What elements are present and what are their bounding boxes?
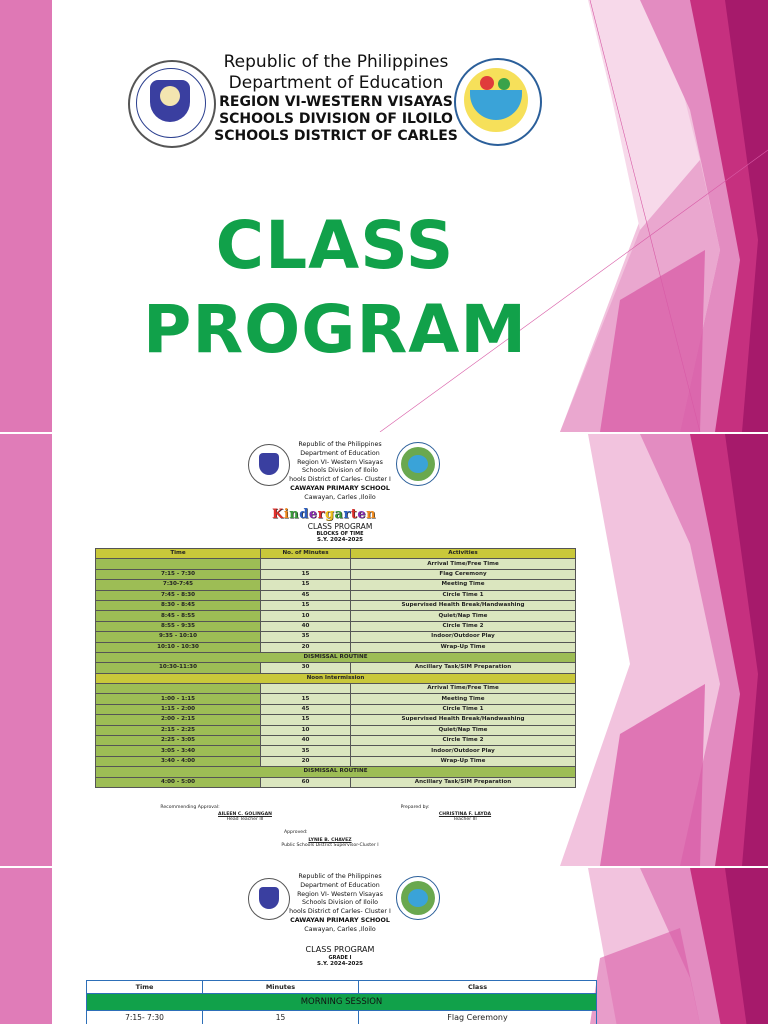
table-cell-activity: Indoor/Outdoor Play [351, 632, 576, 642]
program-title-block [284, 945, 396, 968]
table-cell-time: 1:15 - 2:00 [96, 704, 261, 714]
approved-block [270, 830, 390, 848]
table-cell-minutes: 45 [261, 704, 351, 714]
table-row [96, 673, 576, 683]
table-cell-activity: Meeting Time [351, 694, 576, 704]
slide-kindergarten-program [0, 434, 768, 866]
table-cell-time: 7:45 - 8:30 [96, 590, 261, 600]
table-cell-time: 4:00 - 5:00 [96, 777, 261, 787]
table-cell-class: Flag Ceremony [359, 1011, 597, 1024]
signatory-title: Public Schools District Supervisor-Cluster I [281, 843, 379, 848]
table-row [96, 704, 576, 714]
table-cell-minutes: 60 [261, 777, 351, 787]
grade-one-schedule-table [86, 980, 597, 1024]
column-header: Minutes [203, 981, 359, 994]
header-line: Republic of the Philippines [223, 52, 449, 72]
table-cell-minutes: 15 [261, 580, 351, 590]
table-cell-minutes: 20 [261, 756, 351, 766]
blocks-label: BLOCKS OF TIME [316, 531, 364, 537]
table-row [96, 652, 576, 662]
table-cell-time: 3:40 - 4:00 [96, 756, 261, 766]
title-line: CLASS [215, 207, 455, 284]
table-cell-activity: Supervised Health Break/Handwashing [351, 715, 576, 725]
table-cell-activity: Arrival Time/Free Time [351, 684, 576, 694]
table-row [96, 767, 576, 777]
header-line: Schools Division of Iloilo [301, 467, 379, 475]
table-cell-time: 10:30-11:30 [96, 663, 261, 673]
table-cell-time: 7:15 - 7:30 [96, 569, 261, 579]
table-cell-time: 10:10 - 10:30 [96, 642, 261, 652]
table-cell-activity: Quiet/Nap Time [351, 611, 576, 621]
header-line: Department of Education [300, 881, 380, 889]
signature-label: Prepared by: [400, 805, 430, 810]
dismissal-row-label: DISMISSAL ROUTINE [96, 652, 576, 662]
table-cell-minutes: 20 [261, 642, 351, 652]
school-seal-icon [396, 876, 440, 920]
table-row [96, 694, 576, 704]
table-cell-activity: Circle Time 1 [351, 590, 576, 600]
signatory-name: AILEEN C. GOLINGAN [218, 812, 272, 817]
recommending-approval-block [150, 805, 230, 810]
table-cell-activity: Circle Time 1 [351, 704, 576, 714]
page-title [110, 204, 560, 372]
table-row [96, 642, 576, 652]
prepared-signatory [420, 812, 510, 822]
table-row [96, 580, 576, 590]
wordart-letter: n [366, 507, 377, 522]
table-cell-minutes: 30 [261, 663, 351, 673]
header-line: Region VI- Western Visayas [297, 890, 383, 898]
table-cell-minutes: 35 [261, 632, 351, 642]
wordart-letter: t [350, 507, 358, 522]
table-cell-activity: Circle Time 2 [351, 621, 576, 631]
table-cell-activity: Quiet/Nap Time [351, 725, 576, 735]
table-cell-activity: Wrap-Up Time [351, 756, 576, 766]
kindergarten-schedule-table [95, 548, 576, 788]
table-row [96, 590, 576, 600]
table-cell-minutes [261, 684, 351, 694]
table-cell-minutes: 15 [261, 694, 351, 704]
schedule-rows [96, 559, 576, 788]
header-line: Cawayan, Carles ,Iloilo [304, 925, 376, 933]
table-cell-time: 8:45 - 8:55 [96, 611, 261, 621]
table-cell-activity: Supervised Health Break/Handwashing [351, 600, 576, 610]
table-cell-minutes: 15 [261, 600, 351, 610]
table-cell-minutes [261, 559, 351, 569]
signature-label: Approved: [284, 830, 308, 835]
header-line: Schools Division of Iloilo [301, 899, 379, 907]
wordart-letter: g [324, 507, 335, 522]
table-cell-activity: Arrival Time/Free Time [351, 559, 576, 569]
table-cell-minutes: 40 [261, 736, 351, 746]
table-cell-minutes: 10 [261, 725, 351, 735]
table-row [96, 611, 576, 621]
signatory-title: Head Teacher III [226, 817, 264, 822]
table-cell-minutes: 15 [203, 1011, 359, 1024]
session-banner: MORNING SESSION [87, 994, 597, 1011]
title-line: PROGRAM [142, 291, 528, 368]
wordart-letter: K [272, 507, 284, 522]
table-row [96, 684, 576, 694]
header-line: CAWAYAN PRIMARY SCHOOL [290, 916, 390, 924]
column-header: No. of Minutes [261, 549, 351, 559]
school-seal-icon [396, 442, 440, 486]
signatory-name: CHRISTINA F. LAYDA [438, 812, 492, 817]
school-year: S.Y. 2024-2025 [316, 537, 364, 543]
table-row [96, 559, 576, 569]
header-line: Cawayan, Carles ,Iloilo [304, 493, 376, 501]
table-cell-time [96, 684, 261, 694]
school-year: S.Y. 2024-2025 [316, 961, 364, 967]
table-cell-minutes: 10 [261, 611, 351, 621]
table-cell-time: 1:00 - 1:15 [96, 694, 261, 704]
table-row [96, 600, 576, 610]
table-cell-activity: Circle Time 2 [351, 736, 576, 746]
wordart-letter: r [343, 507, 351, 522]
wordart-letter: a [334, 507, 344, 522]
header-line: CAWAYAN PRIMARY SCHOOL [290, 484, 390, 492]
table-cell-activity: Wrap-Up Time [351, 642, 576, 652]
table-cell-activity: Indoor/Outdoor Play [351, 746, 576, 756]
table-row [96, 746, 576, 756]
table-row [96, 632, 576, 642]
table-row [96, 715, 576, 725]
header-line: SCHOOLS DIVISION OF ILOILO [219, 111, 453, 127]
grade-label: GRADE I [328, 955, 352, 961]
table-cell-minutes: 40 [261, 621, 351, 631]
column-header: Activities [351, 549, 576, 559]
kindergarten-wordart [272, 507, 376, 522]
wordart-letter: e [308, 507, 318, 522]
wordart-letter: e [357, 507, 367, 522]
table-row [96, 756, 576, 766]
prepared-by-block [380, 805, 450, 810]
table-cell-time: 8:55 - 9:35 [96, 621, 261, 631]
table-cell-activity: Meeting Time [351, 580, 576, 590]
slide-grade-one-program [0, 868, 768, 1024]
table-row [96, 621, 576, 631]
header-line: SCHOOLS DISTRICT OF CARLES [214, 128, 458, 144]
wordart-letter: i [283, 507, 290, 522]
table-row [96, 569, 576, 579]
signature-label: Recommending Approval: [160, 805, 220, 810]
table-cell-time: 2:15 - 2:25 [96, 725, 261, 735]
table-cell-time: 2:25 - 3:05 [96, 736, 261, 746]
header-line: Republic of the Philippines [298, 441, 382, 448]
table-cell-time: 8:30 - 8:45 [96, 600, 261, 610]
header-line: Region VI- Western Visayas [297, 458, 383, 466]
column-header: Time [87, 981, 203, 994]
table-cell-time [96, 559, 261, 569]
table-cell-minutes: 15 [261, 715, 351, 725]
dismissal-row-label: DISMISSAL ROUTINE [96, 767, 576, 777]
table-cell-time: 3:05 - 3:40 [96, 746, 261, 756]
signatory-title: Teacher III [453, 817, 477, 822]
intermission-row-label: Noon Intermission [96, 673, 576, 683]
table-row [96, 736, 576, 746]
program-title: CLASS PROGRAM [307, 522, 373, 531]
header-line: hools District of Carles- Cluster I [289, 476, 391, 484]
table-cell-minutes: 45 [261, 590, 351, 600]
table-cell-minutes: 35 [261, 746, 351, 756]
school-header [284, 873, 396, 935]
wordart-letter: d [299, 507, 309, 522]
column-header: Time [96, 549, 261, 559]
header-line: REGION VI-WESTERN VISAYAS [219, 94, 453, 110]
table-cell-time: 2:00 - 2:15 [96, 715, 261, 725]
table-cell-activity: Ancillary Task/SIM Preparation [351, 777, 576, 787]
header-line: Department of Education [300, 449, 380, 457]
table-cell-time: 7:30-7:45 [96, 580, 261, 590]
signatory-name: LYNIE B. CHAVEZ [308, 838, 352, 843]
table-row [96, 777, 576, 787]
column-header: Class [359, 981, 597, 994]
table-row [96, 663, 576, 673]
table-row [96, 725, 576, 735]
table-cell-minutes: 15 [261, 569, 351, 579]
wordart-letter: r [317, 507, 325, 522]
header-line: Department of Education [228, 73, 444, 93]
table-cell-activity: Flag Ceremony [351, 569, 576, 579]
program-title-block [284, 522, 396, 544]
table-cell-activity: Ancillary Task/SIM Preparation [351, 663, 576, 673]
school-header [284, 441, 396, 503]
program-title: CLASS PROGRAM [305, 945, 375, 954]
wordart-letter: n [289, 507, 300, 522]
table-cell-time: 9:35 - 10:10 [96, 632, 261, 642]
table-cell-time: 7:15- 7:30 [87, 1011, 203, 1024]
header-line: hools District of Carles- Cluster I [289, 908, 391, 916]
title-header [200, 52, 472, 145]
recommending-signatory [200, 812, 290, 822]
header-line: Republic of the Philippines [298, 873, 382, 880]
slide-title [0, 0, 768, 432]
